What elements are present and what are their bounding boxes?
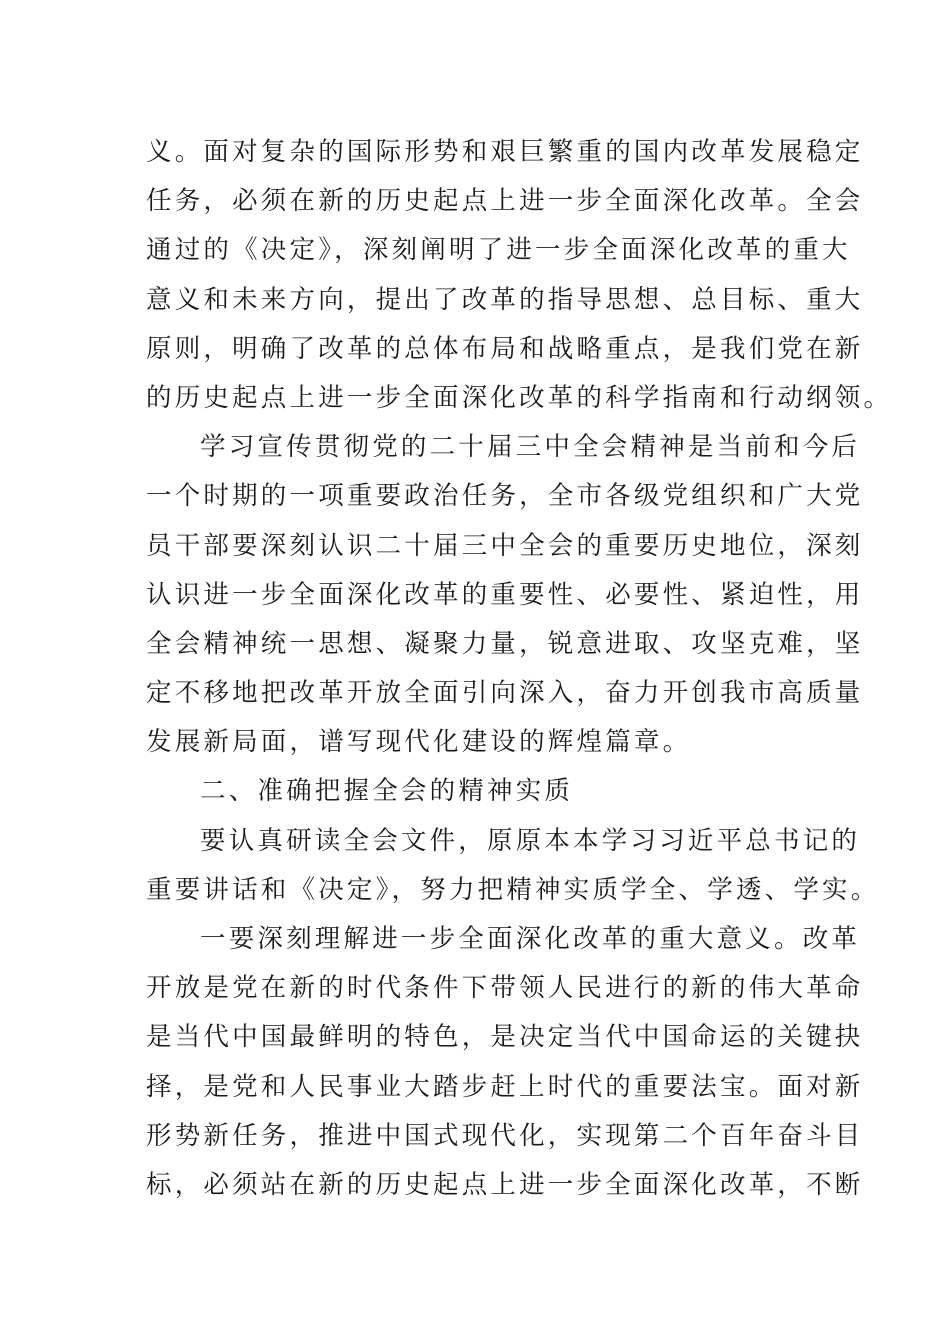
text-line: 是当代中国最鲜明的特色，是决定当代中国命运的关键抉 xyxy=(146,1022,864,1053)
text-line: 员干部要深刻认识二十届三中全会的重要历史地位，深刻 xyxy=(146,530,864,561)
document-body xyxy=(146,128,893,1210)
text-line: 原则，明确了改革的总体布局和战略重点，是我们党在新 xyxy=(146,333,864,364)
paragraph-start-line: 一要深刻理解进一步全面深化改革的重大意义。改革 xyxy=(200,924,861,954)
text-line: 意义和未来方向，提出了改革的指导思想、总目标、重大 xyxy=(146,284,864,315)
paragraph-start-line: 学习宣传贯彻党的二十届三中全会精神是当前和今后 xyxy=(200,432,861,463)
section-heading: 二、准确把握全会的精神实质 xyxy=(200,776,574,807)
text-line: 开放是党在新的时代条件下带领人民进行的新的伟大革命 xyxy=(146,973,864,1004)
text-line: 认识进一步全面深化改革的重要性、必要性、紧迫性，用 xyxy=(146,579,864,610)
text-line: 重要讲话和《决定》，努力把精神实质学全、学透、学实。 xyxy=(146,874,880,905)
text-line: 全会精神统一思想、凝聚力量，锐意进取、攻坚克难，坚 xyxy=(146,628,864,659)
text-line: 定不移地把改革开放全面引向深入，奋力开创我市高质量 xyxy=(146,678,864,709)
text-line: 形势新任务，推进中国式现代化，实现第二个百年奋斗目 xyxy=(146,1120,864,1151)
text-line: 通过的《决定》，深刻阐明了进一步全面深化改革的重大 xyxy=(146,235,851,266)
text-line: 的历史起点上进一步全面深化改革的科学指南和行动纲领。 xyxy=(146,382,893,413)
paragraph-start-line: 要认真研读全会文件，原原本本学习习近平总书记的 xyxy=(200,825,861,856)
text-line: 任务，必须在新的历史起点上进一步全面深化改革。全会 xyxy=(146,186,864,217)
text-line: 一个时期的一项重要政治任务，全市各级党组织和广大党 xyxy=(146,481,864,512)
text-line: 择，是党和人民事业大踏步赶上时代的重要法宝。面对新 xyxy=(146,1071,864,1102)
text-line: 义。面对复杂的国际形势和艰巨繁重的国内改革发展稳定 xyxy=(146,137,864,167)
text-line: 发展新局面，谱写现代化建设的辉煌篇章。 xyxy=(146,727,692,758)
text-line: 标，必须站在新的历史起点上进一步全面深化改革，不断 xyxy=(146,1169,864,1200)
